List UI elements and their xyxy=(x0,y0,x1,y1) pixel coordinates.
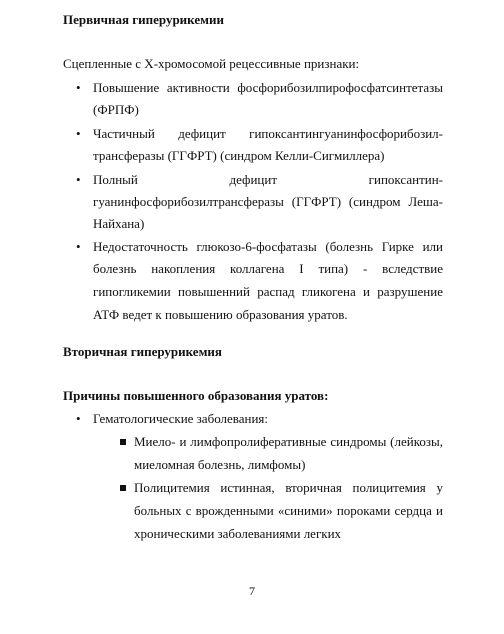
bullet-3-line-2: гуанинфосфорибозилтрансферазы (ГГФРТ) (синдром Леша- xyxy=(93,194,443,209)
square-bullet xyxy=(120,439,126,445)
sub-bullet-1-line-2: миеломная болезнь, лимфомы) xyxy=(134,457,306,472)
bullet-2-line-2: трансферазы (ГГФРТ) (синдром Келли-Сигмиллера) xyxy=(93,148,385,163)
sub-heading-hematologic: Гематологические заболевания: xyxy=(93,411,269,426)
bullet-3-line-1: Полный дефицит гипоксантин- xyxy=(93,172,443,187)
sub-bullet-1-line-1: Миело- и лимфопролиферативные синдромы (лейкозы, xyxy=(134,434,443,449)
bullet-dot: • xyxy=(76,172,81,187)
bullet-1-line-2: (ФРПФ) xyxy=(93,102,139,117)
square-bullet xyxy=(120,485,126,491)
bullet-4-line-2: болезнь накопления коллагена I типа) - вследствие xyxy=(93,261,443,276)
page-number: 7 xyxy=(249,584,255,598)
bullet-2-line-1: Частичный дефицит гипоксантингуанинфосфорибозил- xyxy=(93,126,443,141)
heading-secondary: Вторичная гиперурикемия xyxy=(63,344,222,359)
bullet-4-line-1: Недостаточность глюкозо-6-фосфатазы (болезнь Гирке или xyxy=(93,239,443,254)
bullet-dot: • xyxy=(76,126,81,141)
bullet-dot: • xyxy=(76,80,81,95)
sub-bullet-2-line-1: Полицитемия истинная, вторичная полицитемия у xyxy=(134,480,443,495)
bullet-4-line-3: гипогликемии повышенний распад гликогена и разрушение xyxy=(93,284,443,299)
bullet-4-line-4: АТФ ведет к повышению образования уратов. xyxy=(93,307,348,322)
heading-causes: Причины повышенного образования уратов: xyxy=(63,388,329,403)
intro-text: Сцепленные с Х-хромосомой рецессивные признаки: xyxy=(63,56,360,71)
bullet-1-line-1: Повышение активности фосфорибозилпирофосфатсинтетазы xyxy=(93,80,443,95)
sub-bullet-2-line-2: больных с врожденными «синими» пороками сердца и xyxy=(134,503,443,518)
heading-primary: Первичная гиперурикемии xyxy=(63,12,224,27)
bullet-3-line-3: Найхана) xyxy=(93,216,145,231)
bullet-dot: • xyxy=(76,411,81,426)
sub-bullet-2-line-3: хроническими заболеваниями легких xyxy=(134,526,342,541)
bullet-dot: • xyxy=(76,239,81,254)
